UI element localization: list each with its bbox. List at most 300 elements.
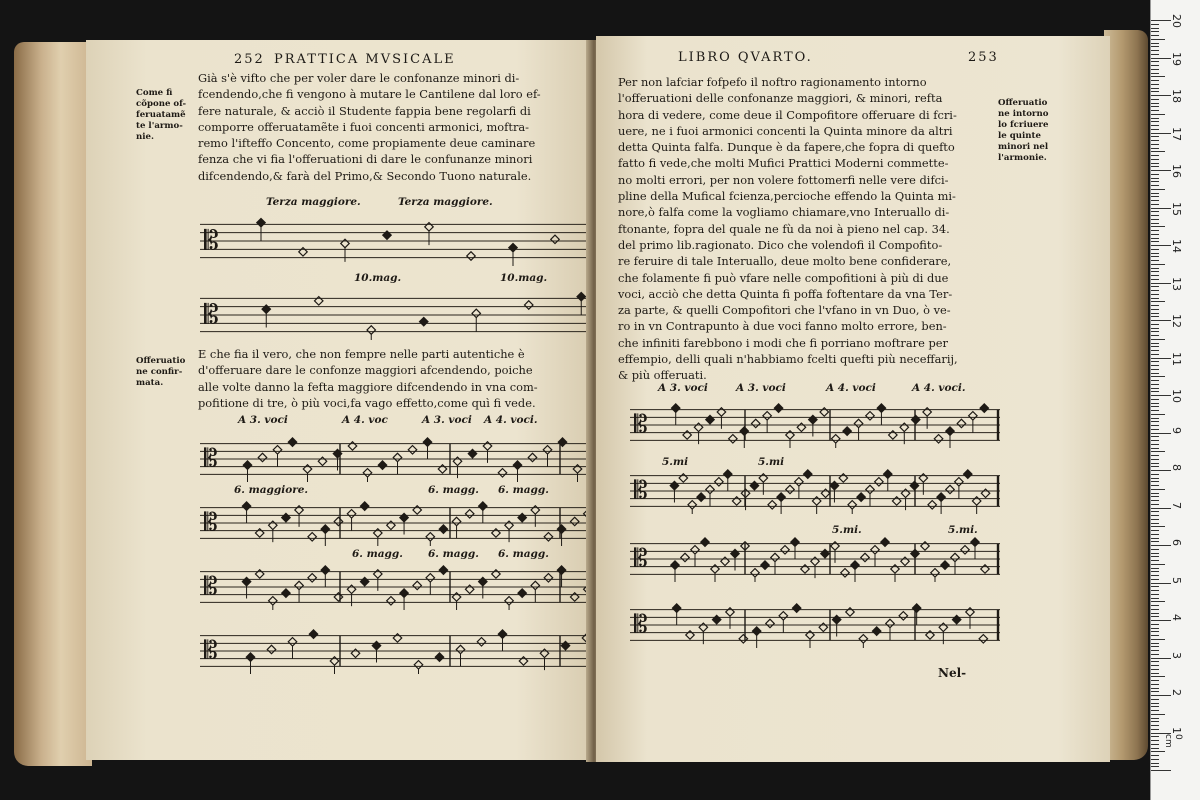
note-head	[400, 513, 408, 521]
ruler-tick	[1151, 215, 1159, 216]
note-head	[795, 478, 803, 486]
note-head	[724, 470, 732, 478]
text-line: detta Quinta falfa. Dunque è da fapere,che fopra di quefto	[618, 140, 955, 155]
note-head	[946, 485, 954, 493]
ruler-number: 5	[1170, 576, 1183, 584]
note-head	[372, 641, 380, 649]
note-head	[258, 453, 266, 461]
ruler-tick	[1151, 140, 1159, 141]
note-head	[426, 533, 434, 541]
example-label: 10.mag.	[354, 272, 402, 284]
ruler-tick	[1151, 204, 1159, 205]
example-label: A 4. voci.	[484, 414, 538, 426]
note-head	[901, 489, 909, 497]
ruler-tick	[1151, 556, 1159, 557]
clef-glyph: 𝄡	[204, 635, 218, 665]
clef-glyph: 𝄡	[204, 443, 218, 473]
ruler-tick	[1151, 755, 1159, 756]
note-head	[711, 565, 719, 573]
ruler-number: 4	[1170, 614, 1183, 621]
ruler-tick	[1151, 95, 1171, 96]
note-head	[243, 461, 251, 469]
music-staff	[200, 500, 592, 550]
ruler-tick	[1151, 571, 1159, 572]
note-head	[303, 465, 311, 473]
note-head	[528, 453, 536, 461]
ruler-tick	[1151, 661, 1159, 662]
note-head	[438, 465, 446, 473]
note-head	[911, 549, 919, 557]
note-head	[420, 317, 428, 325]
note-head	[543, 446, 551, 454]
note-head	[408, 446, 416, 454]
ruler-tick	[1151, 395, 1171, 396]
text-line: d'offeruare dare le confonze maggiori afcendendo, poiche	[198, 363, 533, 378]
note-head	[751, 569, 759, 577]
ruler-tick	[1151, 331, 1159, 332]
ruler-tick	[1151, 485, 1159, 486]
ruler-tick	[1151, 718, 1159, 719]
ruler-tick	[1151, 511, 1159, 512]
ruler-tick	[1151, 538, 1159, 539]
note-head	[479, 502, 487, 510]
note-head	[972, 497, 980, 505]
staff-svg	[200, 564, 592, 610]
ruler-tick	[1151, 163, 1159, 164]
ruler-tick	[1151, 448, 1159, 449]
ruler-tick	[1151, 575, 1159, 576]
note-head	[859, 635, 867, 643]
ruler-tick	[1151, 241, 1159, 242]
ruler-tick	[1151, 256, 1159, 257]
note-head	[763, 412, 771, 420]
note-head	[367, 326, 375, 334]
text-line: ro in vn Contrapunto à due voci fanno molto errore, ben-	[618, 319, 947, 334]
ruler-tick	[1151, 54, 1159, 55]
note-head	[830, 481, 838, 489]
ruler-tick	[1151, 616, 1159, 617]
left-page-number: 252	[234, 52, 265, 67]
text-line: fenza che vi fia l'offeruationi di dare le confunanze minori	[198, 152, 533, 167]
note-head	[334, 593, 342, 601]
right-paragraph	[618, 74, 958, 384]
ruler-tick	[1151, 208, 1171, 209]
note-head	[801, 565, 809, 573]
margin-note-2	[136, 356, 185, 389]
note-head	[820, 408, 828, 416]
ruler-tick	[1151, 590, 1159, 591]
ruler-tick	[1151, 736, 1159, 737]
ruler-tick	[1151, 103, 1159, 104]
note-head	[269, 597, 277, 605]
text-line: re feruire di tale Interuallo, deue molto bene confiderare,	[618, 254, 952, 269]
note-head	[309, 630, 317, 638]
note-head	[934, 435, 942, 443]
ruler-tick	[1151, 376, 1165, 377]
note-head	[557, 525, 565, 533]
ruler-tick	[1151, 316, 1159, 317]
music-staff	[200, 290, 592, 344]
text-line: difcendendo,& farà del Primo,& Secondo Tuono naturale.	[198, 168, 532, 183]
ruler-tick	[1151, 189, 1165, 190]
ruler-tick	[1151, 298, 1159, 299]
example-label: 5.mi.	[832, 524, 862, 536]
ruler-number: 12	[1170, 314, 1183, 328]
note-head	[715, 478, 723, 486]
note-head	[257, 218, 265, 226]
note-head	[792, 604, 800, 612]
text-line: fatto fi vede,che molti Mufici Prattici Moderni commette-	[618, 156, 949, 171]
note-head	[979, 635, 987, 643]
note-head	[729, 435, 737, 443]
note-head	[378, 461, 386, 469]
margin-line: Offeruatio	[136, 356, 186, 366]
margin-line: minori nel	[998, 142, 1049, 152]
note-head	[255, 529, 263, 537]
ruler-tick	[1151, 99, 1159, 100]
ruler-tick	[1151, 196, 1159, 197]
margin-line: ne confir-	[136, 367, 183, 377]
ruler-tick	[1151, 721, 1159, 722]
ruler-tick	[1151, 669, 1159, 670]
note-head	[561, 641, 569, 649]
ruler-tick	[1151, 601, 1165, 602]
ruler-tick	[1151, 80, 1159, 81]
ruler-number: 16	[1170, 164, 1183, 178]
ruler-tick	[1151, 346, 1159, 347]
text-line: voci, acciò che detta Quinta fi poffa foftentare da vna Ter-	[618, 286, 953, 301]
ruler-tick	[1151, 118, 1159, 119]
note-head	[759, 474, 767, 482]
ruler-tick	[1151, 185, 1159, 186]
ruler-tick	[1151, 466, 1159, 467]
ruler-tick	[1151, 35, 1159, 36]
note-head	[969, 412, 977, 420]
note-head	[941, 561, 949, 569]
note-head	[671, 561, 679, 569]
ruler-tick	[1151, 478, 1159, 479]
note-head	[347, 585, 355, 593]
note-head	[452, 517, 460, 525]
note-head	[884, 470, 892, 478]
note-head	[706, 415, 714, 423]
ruler-tick	[1151, 440, 1159, 441]
margin-line: le quinte	[998, 131, 1041, 141]
ruler-tick	[1151, 646, 1159, 647]
ruler-tick	[1151, 523, 1159, 524]
ruler-tick	[1151, 733, 1171, 734]
note-head	[413, 506, 421, 514]
note-head	[774, 404, 782, 412]
note-head	[686, 631, 694, 639]
note-head	[671, 404, 679, 412]
ruler-tick	[1151, 729, 1159, 730]
note-head	[393, 634, 401, 642]
ruler-tick	[1151, 763, 1159, 764]
staff-svg	[630, 402, 1000, 448]
ruler-tick	[1151, 369, 1159, 370]
ruler-tick	[1151, 665, 1159, 666]
text-line: ftonante, fopra del quale ne fù da noi à pieno nel cap. 34.	[618, 221, 950, 236]
ruler-tick	[1151, 354, 1159, 355]
example-label: Terza maggiore.	[266, 196, 361, 208]
note-head	[804, 470, 812, 478]
note-head	[866, 485, 874, 493]
note-head	[980, 404, 988, 412]
note-head	[961, 546, 969, 554]
note-head	[551, 235, 559, 243]
note-head	[900, 423, 908, 431]
note-head	[400, 589, 408, 597]
note-head	[387, 521, 395, 529]
note-head	[843, 427, 851, 435]
ruler-tick	[1151, 350, 1159, 351]
staff-svg	[200, 290, 592, 340]
ruler-tick	[1151, 631, 1159, 632]
note-head	[439, 566, 447, 574]
ruler-tick	[1151, 260, 1159, 261]
ruler-number: 17	[1170, 126, 1183, 141]
ruler-tick	[1151, 403, 1159, 404]
clef-glyph: 𝄡	[204, 225, 219, 257]
note-head	[786, 485, 794, 493]
ruler-tick	[1151, 691, 1159, 692]
note-head	[374, 570, 382, 578]
paragraph-1	[198, 70, 541, 184]
ruler-tick	[1151, 541, 1159, 542]
text-line: pline della Mufical fcienza,percioche effendo la Quinta mi-	[618, 189, 956, 204]
staff-svg	[630, 602, 1000, 648]
note-head	[921, 542, 929, 550]
note-head	[321, 566, 329, 574]
ruler-tick	[1151, 493, 1159, 494]
note-head	[688, 501, 696, 509]
ruler-tick	[1151, 24, 1159, 25]
note-head	[393, 453, 401, 461]
ruler-tick	[1151, 91, 1159, 92]
music-staff	[200, 628, 592, 678]
ruler-tick	[1151, 474, 1159, 475]
ruler-tick	[1151, 320, 1171, 321]
ruler-tick	[1151, 339, 1165, 340]
right-page-number: 253	[968, 50, 999, 65]
note-head	[282, 589, 290, 597]
note-head	[414, 661, 422, 669]
note-head	[964, 470, 972, 478]
ruler-tick	[1151, 579, 1159, 580]
note-head	[697, 493, 705, 501]
text-line: hora di vedere, come deue il Compofitore offeruare di fcri-	[618, 107, 957, 122]
music-staff	[200, 436, 592, 486]
ruler-tick	[1151, 211, 1159, 212]
note-head	[321, 525, 329, 533]
ruler-tick	[1151, 628, 1159, 629]
ruler-tick	[1151, 106, 1159, 107]
example-label: A 4. voci	[826, 382, 876, 394]
ruler-tick	[1151, 238, 1159, 239]
ruler-tick	[1151, 88, 1159, 89]
note-head	[492, 570, 500, 578]
text-line: fcendendo,che fi vengono à mutare le Cantilene dal loro ef-	[198, 87, 541, 102]
ruler-tick	[1151, 433, 1171, 434]
right-page	[596, 36, 1110, 762]
text-line: alle volte danno la fefta maggiore difcendendo in vna com-	[198, 379, 538, 394]
ruler-number: 13	[1170, 276, 1183, 291]
note-head	[806, 631, 814, 639]
clef-glyph: 𝄡	[204, 299, 219, 331]
example-label: 6. magg.	[498, 484, 549, 496]
ruler-tick	[1151, 181, 1159, 182]
note-head	[699, 623, 707, 631]
ruler-tick	[1151, 268, 1159, 269]
example-label: A 3. voci	[736, 382, 786, 394]
note-head	[492, 529, 500, 537]
note-head	[679, 474, 687, 482]
note-head	[498, 630, 506, 638]
ruler-tick	[1151, 568, 1159, 569]
note-head	[573, 465, 581, 473]
margin-line: l'armonie.	[998, 153, 1047, 163]
ruler-tick	[1151, 43, 1159, 44]
text-line: del primo lib.ragionato. Dico che volendofi il Compofito-	[618, 237, 943, 252]
margin-line: cõpone of-	[136, 99, 187, 109]
text-line: Per non lafciar fofpefo il noftro ragionamento intorno	[618, 75, 927, 89]
note-head	[717, 408, 725, 416]
ruler-tick	[1151, 429, 1159, 430]
note-head	[413, 581, 421, 589]
ruler-tick	[1151, 178, 1159, 179]
note-head	[387, 597, 395, 605]
book-edge-left	[14, 42, 92, 766]
note-head	[777, 493, 785, 501]
ruler-tick	[1151, 129, 1159, 130]
example-label: A 4. voci.	[912, 382, 966, 394]
ruler-tick	[1151, 170, 1171, 171]
note-head	[498, 469, 506, 477]
text-line: remo l'ifteffo Concento, come propiamente deue caminare	[198, 136, 536, 151]
clef-glyph: 𝄡	[634, 609, 648, 639]
note-head	[351, 649, 359, 657]
ruler-tick	[1151, 324, 1159, 325]
margin-line: te l'armo-	[136, 121, 183, 131]
note-head	[295, 506, 303, 514]
example-label: A 3. voci	[238, 414, 288, 426]
ruler-tick	[1151, 223, 1159, 224]
ruler-tick	[1151, 275, 1159, 276]
note-head	[831, 542, 839, 550]
note-head	[347, 510, 355, 518]
ruler-tick	[1151, 245, 1171, 246]
ruler-tick	[1151, 230, 1159, 231]
ruler-tick	[1151, 553, 1159, 554]
ruler-tick	[1151, 343, 1159, 344]
note-head	[513, 461, 521, 469]
note-head	[901, 557, 909, 565]
ruler-tick	[1151, 564, 1165, 565]
note-head	[886, 619, 894, 627]
ruler-tick	[1151, 703, 1159, 704]
note-head	[706, 485, 714, 493]
note-head	[872, 627, 880, 635]
ruler-tick	[1151, 624, 1159, 625]
text-line: fere naturale, & acciò il Studente fappia bene regolarfi di	[198, 103, 531, 118]
ruler-tick	[1151, 695, 1171, 696]
note-head	[910, 481, 918, 489]
ruler-number: 18	[1170, 89, 1183, 103]
ruler-tick	[1151, 436, 1159, 437]
example-label: 6. magg.	[498, 548, 549, 560]
note-head	[766, 619, 774, 627]
note-head	[911, 415, 919, 423]
note-head	[951, 553, 959, 561]
text-line: effempio, delli quali n'habbiamo fcelti quefti più neceffarij,	[618, 352, 958, 367]
note-head	[288, 438, 296, 446]
text-line: comporre offeruatamẽte i fuoi concenti armonici, moftra-	[198, 119, 530, 134]
note-head	[531, 581, 539, 589]
ruler-tick	[1151, 526, 1165, 527]
note-head	[923, 408, 931, 416]
ruler-tick	[1151, 136, 1159, 137]
ruler-tick	[1151, 706, 1159, 707]
ruler-number: 14	[1170, 239, 1183, 253]
ruler-tick	[1151, 313, 1159, 314]
note-head	[831, 435, 839, 443]
ruler-tick	[1151, 496, 1159, 497]
ruler-tick	[1151, 200, 1159, 201]
note-head	[926, 631, 934, 639]
note-head	[269, 521, 277, 529]
ruler-tick	[1151, 688, 1159, 689]
ruler-tick	[1151, 744, 1159, 745]
ruler-tick	[1151, 489, 1165, 490]
ruler-tick	[1151, 39, 1165, 40]
note-head	[509, 243, 517, 251]
note-head	[282, 513, 290, 521]
margin-note-1	[136, 88, 186, 143]
example-label: 5.mi.	[948, 524, 978, 536]
note-head	[866, 412, 874, 420]
note-head	[255, 570, 263, 578]
note-head	[809, 415, 817, 423]
ruler-tick	[1151, 328, 1159, 329]
note-head	[937, 493, 945, 501]
note-head	[467, 252, 475, 260]
ruler-tick	[1151, 133, 1171, 134]
staff-svg	[200, 436, 592, 482]
ruler-tick	[1151, 234, 1159, 235]
ruler-tick	[1151, 654, 1159, 655]
ruler-tick	[1151, 598, 1159, 599]
ruler-tick	[1151, 444, 1159, 445]
note-head	[721, 557, 729, 565]
ruler-tick	[1151, 451, 1165, 452]
note-head	[273, 446, 281, 454]
example-label: Terza maggiore.	[398, 196, 493, 208]
text-line: l'offeruationi delle confonanze maggiori, & minori, refta	[618, 91, 943, 106]
note-head	[771, 553, 779, 561]
music-staff	[630, 468, 1000, 518]
note-head	[691, 546, 699, 554]
ruler-number: 15	[1170, 201, 1183, 216]
note-head	[465, 585, 473, 593]
note-head	[540, 649, 548, 657]
right-running-head: LIBRO QVARTO.	[678, 50, 813, 65]
example-label: 5.mi	[662, 456, 689, 468]
music-staff	[200, 216, 592, 270]
ruler-tick	[1151, 594, 1159, 595]
ruler-tick	[1151, 673, 1159, 674]
ruler-tick	[1151, 766, 1159, 767]
